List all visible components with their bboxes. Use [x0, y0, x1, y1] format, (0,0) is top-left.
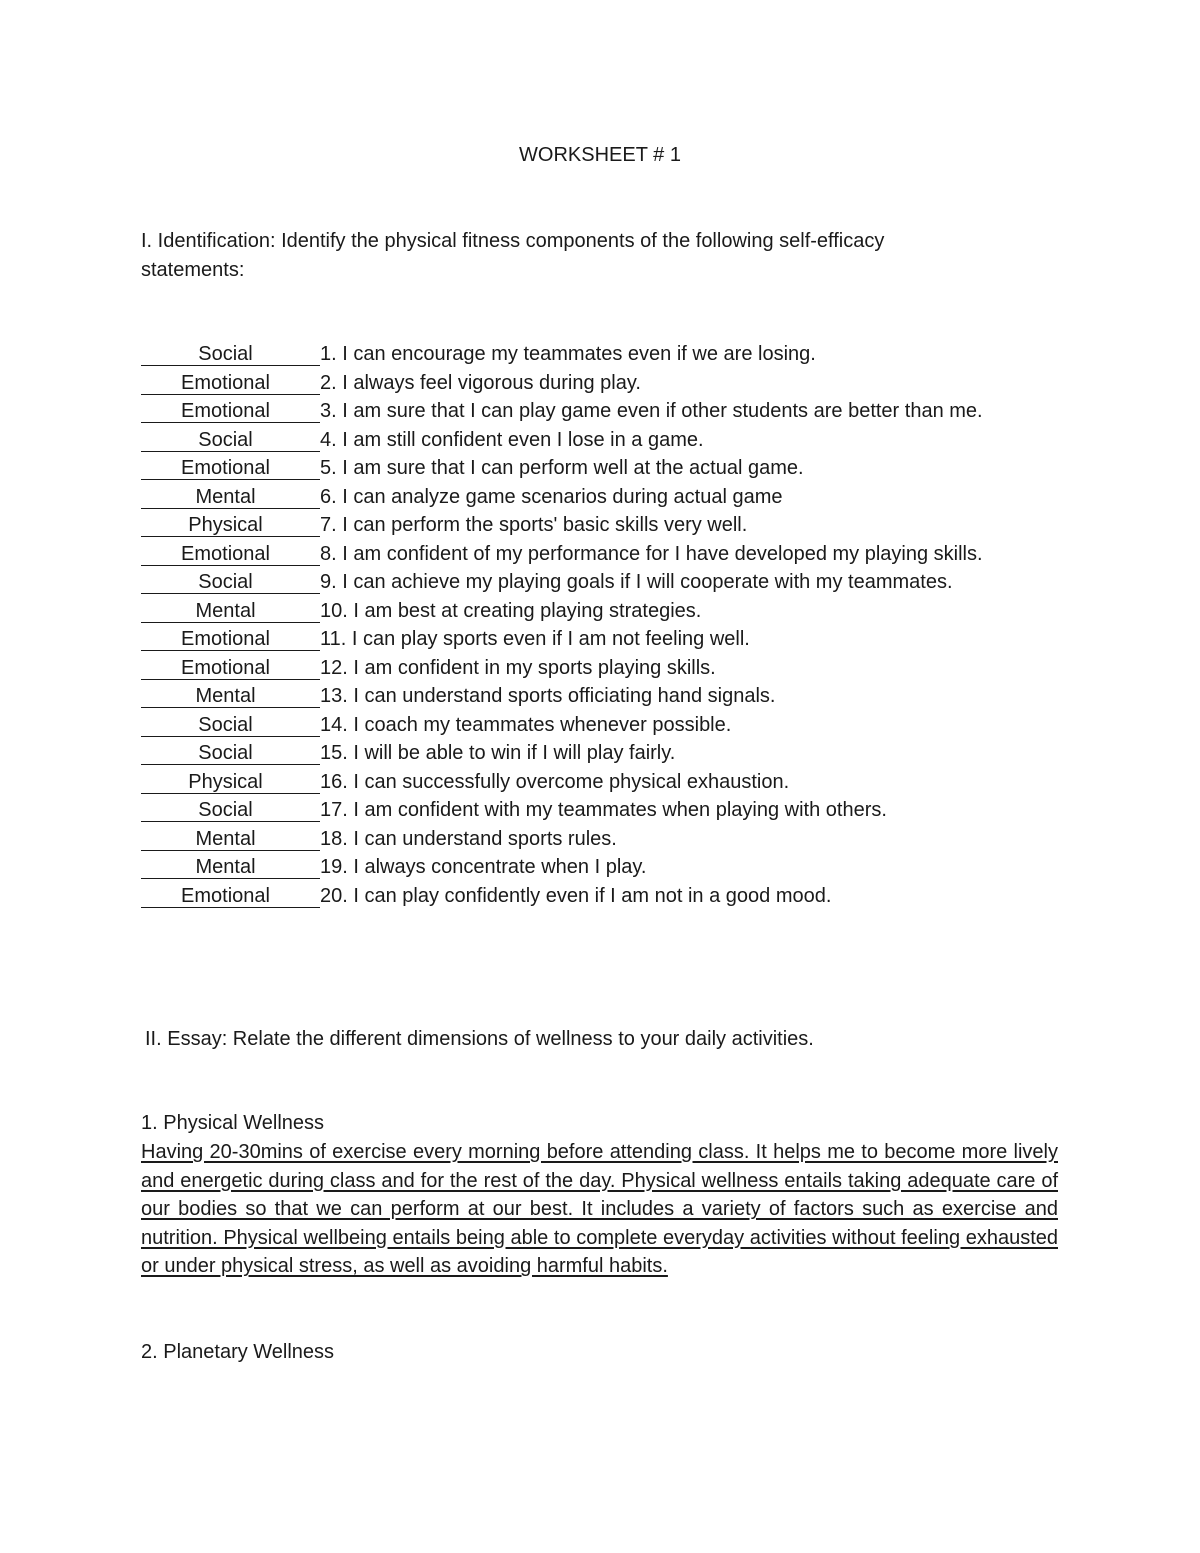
answer-blank[interactable]: Physical — [141, 771, 320, 794]
statement: 18. I can understand sports rules. — [320, 827, 617, 850]
section-heading-physical-wellness: 1. Physical Wellness — [141, 1112, 325, 1134]
answer-blank[interactable]: Social — [141, 742, 320, 765]
answer-blank[interactable]: Social — [141, 714, 320, 737]
answer-blank[interactable]: Emotional — [141, 657, 320, 680]
statement: 19. I always concentrate when I play. — [320, 856, 647, 878]
statement: 7. I can perform the sports' basic skills very well. — [320, 514, 748, 536]
answer-blank[interactable]: Mental — [141, 828, 320, 851]
list-item — [141, 853, 1101, 882]
list-item — [141, 511, 1101, 540]
statement: 2. I always feel vigorous during play. — [320, 371, 641, 394]
list-item — [141, 711, 1101, 740]
answer-blank[interactable]: Emotional — [141, 543, 320, 566]
statement: 16. I can successfully overcome physical exhaustion. — [320, 770, 790, 793]
list-item — [141, 882, 1101, 911]
list-item — [141, 568, 1101, 597]
answer-blank[interactable]: Emotional — [141, 628, 320, 651]
statement: 11. I can play sports even if I am not feeling well. — [320, 628, 750, 650]
list-item — [141, 739, 1101, 768]
list-item — [141, 369, 1101, 398]
answer-blank[interactable]: Mental — [141, 486, 320, 509]
statement: 14. I coach my teammates whenever possible. — [320, 713, 732, 736]
statement: 1. I can encourage my teammates even if we are losing. — [320, 343, 816, 365]
statement: 6. I can analyze game scenarios during actual game — [320, 485, 783, 508]
list-item — [141, 597, 1101, 626]
statement: 13. I can understand sports officiating hand signals. — [320, 685, 776, 707]
list-item — [141, 768, 1101, 797]
statement: 12. I am confident in my sports playing skills. — [320, 656, 716, 679]
list-item — [141, 540, 1101, 569]
statement: 9. I can achieve my playing goals if I will cooperate with my teammates. — [320, 571, 953, 593]
answer-blank[interactable]: Emotional — [141, 885, 320, 908]
statement: 3. I am sure that I can play game even if other students are better than me. — [320, 400, 983, 422]
list-item — [141, 796, 1101, 825]
answer-blank[interactable]: Social — [141, 429, 320, 452]
essay-answer-physical-wellness[interactable]: Having 20-30mins of exercise every morning before attending class. It helps me to become more lively and energetic during class and for the rest of the day. Physical wellness entails taking adequate care of our bodies so that we can perform at our best. It includes a variety of factors such as exercise and nutrition. Physical wellbeing entails being able to complete everyday activities without feeling exhausted or under physical stress, as well as avoiding harmful habits. — [141, 1141, 1058, 1278]
answer-blank[interactable]: Mental — [141, 685, 320, 708]
list-item — [141, 654, 1101, 683]
list-item — [141, 625, 1101, 654]
answer-blank[interactable]: Emotional — [141, 457, 320, 480]
statement: 15. I will be able to win if I will play fairly. — [320, 742, 676, 764]
statement: 20. I can play confidently even if I am not in a good mood. — [320, 884, 832, 907]
list-item — [141, 825, 1101, 854]
statement: 5. I am sure that I can perform well at the actual game. — [320, 457, 804, 479]
statement: 10. I am best at creating playing strategies. — [320, 599, 702, 622]
answer-blank[interactable]: Social — [141, 799, 320, 822]
statement: 8. I am confident of my performance for I have developed my playing skills. — [320, 542, 983, 565]
answer-blank[interactable]: Emotional — [141, 372, 320, 395]
part2-instruction: II. Essay: Relate the different dimensions of wellness to your daily activities. — [145, 1028, 814, 1050]
identification-list — [141, 340, 1101, 910]
answer-blank[interactable]: Social — [141, 571, 320, 594]
list-item — [141, 454, 1101, 483]
list-item — [141, 397, 1101, 426]
section-heading-planetary-wellness: 2. Planetary Wellness — [141, 1341, 335, 1363]
answer-blank[interactable]: Mental — [141, 600, 320, 623]
answer-blank[interactable]: Emotional — [141, 400, 320, 423]
list-item — [141, 483, 1101, 512]
list-item — [141, 682, 1101, 711]
page-title: WORKSHEET # 1 — [519, 144, 681, 166]
list-item — [141, 340, 1101, 369]
part1-instruction: I. Identification: Identify the physical fitness components of the following self-efficacy statements: — [141, 230, 885, 281]
answer-blank[interactable]: Social — [141, 343, 320, 366]
answer-blank[interactable]: Mental — [141, 856, 320, 879]
list-item — [141, 426, 1101, 455]
answer-blank[interactable]: Physical — [141, 514, 320, 537]
statement: 4. I am still confident even I lose in a game. — [320, 428, 704, 451]
statement: 17. I am confident with my teammates when playing with others. — [320, 799, 887, 821]
